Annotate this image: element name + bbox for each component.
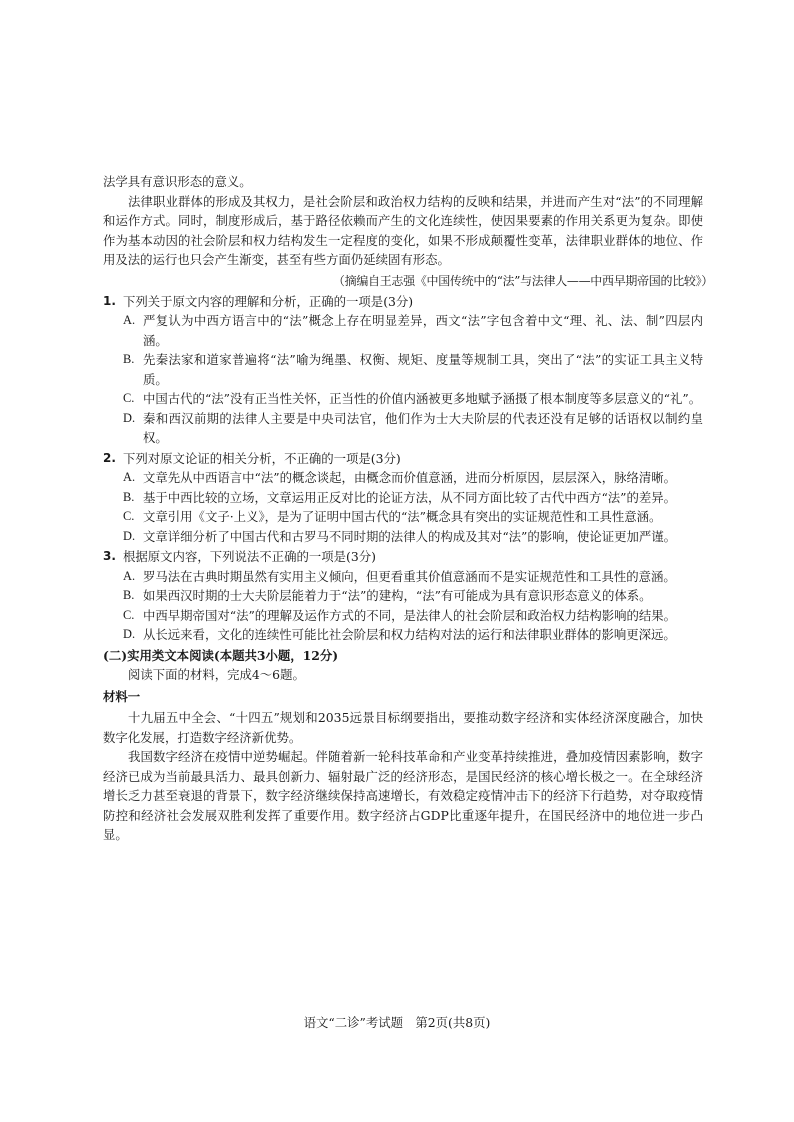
page-footer: 语文“二诊”考试题 第2页(共8页) (303, 1015, 491, 1030)
answer-option (123, 311, 703, 350)
page-content (103, 172, 713, 845)
option-letter: A. (123, 568, 136, 583)
option-letter: C. (123, 509, 135, 523)
material-paragraph: 十九届五中全会、“十四五”规划和2035远景目标纲要指出，要推动数字经济和实体经济深度融合，加快数字化发展，打造数字经济新优势。 (103, 710, 703, 745)
question (103, 292, 703, 312)
option-letter: D. (123, 627, 136, 641)
section-heading: (二)实用类文本阅读(本题共3小题，12分) (103, 647, 339, 663)
option-text: 罗马法在古典时期虽然有实用主义倾向，但更看重其价值意涵而不是实证规范性和工具性的意涵。 (143, 568, 676, 584)
answer-option (123, 409, 703, 448)
answer-option (123, 586, 703, 606)
material-paragraph: 我国数字经济在疫情中逆势崛起。伴随着新一轮科技革命和产业变革持续推进，叠加疫情因素影响，数字经济已成为当前最具活力、最具创新力、辐射最广泛的经济形态，是国民经济的核心增长极之一。在全球经济增长乏力甚至衰退的背景下，数字经济继续保持高速增长，有效稳定疫情冲击下的经济下行趋势，对夺取疫情防控和经济社会发展双胜利发挥了重要作用。数字经济占GDP比重逐年提升，在国民经济中的地位进一步凸显。 (103, 749, 703, 842)
option-text: 中国古代的“法”没有正当性关怀，正当性的价值内涵被更多地赋予涵摄了根本制度等多层意义的“礼”。 (143, 391, 702, 406)
question (103, 547, 703, 567)
option-text: 基于中西比较的立场，文章运用正反对比的论证方法，从不同方面比较了古代中西方“法”的差异。 (143, 489, 677, 505)
answer-option (123, 606, 703, 626)
answer-option (123, 468, 703, 488)
question (103, 449, 703, 469)
question-number: 1. (103, 293, 116, 308)
question-stem: 下列关于原文内容的理解和分析，正确的一项是(3分) (123, 293, 414, 309)
option-text: 从长远来看，文化的连续性可能比社会阶层和权力结构对法的运行和法律职业群体的影响更深远。 (143, 627, 676, 642)
question-stem: 根据原文内容，下列说法不正确的一项是(3分) (123, 549, 376, 564)
option-text: 文章先从中西语言中“法”的概念谈起，由概念而价值意涵，进而分析原因，层层深入，脉络清晰。 (143, 470, 677, 485)
answer-option (123, 527, 703, 547)
option-letter: B. (123, 588, 135, 602)
option-letter: B. (123, 352, 135, 366)
option-letter: B. (123, 489, 135, 504)
option-letter: C. (123, 391, 135, 405)
answer-option (123, 567, 703, 587)
option-text: 如果西汉时期的士大夫阶层能着力于“法”的建构，“法”有可能成为具有意识形态意义的体系。 (143, 588, 652, 603)
option-letter: D. (123, 528, 136, 543)
answer-option (123, 625, 703, 645)
passage-continued-line: 法学具有意识形态的意义。 (103, 174, 252, 189)
section-instruction: 阅读下面的材料，完成4～6题。 (128, 667, 305, 682)
material-label: 材料一 (103, 688, 141, 704)
passage-paragraph: 法律职业群体的形成及其权力，是社会阶层和政治权力结构的反映和结果，并进而产生对“法”的不同理解和运作方式。同时，制度形成后，基于路径依赖而产生的文化连续性，使因果要素的作用关系更为复杂。即使作为基本动因的社会阶层和权力结构发生一定程度的变化，如果不形成颠覆性变革，法律职业群体的地位、作用及法的运行也只会产生渐变，甚至有些方面仍延续固有形态。 (103, 193, 703, 267)
answer-option (123, 350, 703, 389)
option-letter: D. (123, 410, 136, 425)
answer-option (123, 389, 703, 409)
option-text: 文章详细分析了中国古代和古罗马不同时期的法律人的构成及其对“法”的影响，使论证更加严谨。 (143, 528, 677, 544)
question-number: 2. (103, 450, 116, 465)
option-letter: A. (123, 470, 136, 484)
answer-option (123, 488, 703, 508)
option-text: 中西早期帝国对“法”的理解及运作方式的不同，是法律人的社会阶层和政治权力结构影响的结果。 (143, 607, 677, 623)
option-text: 文章引用《文子·上义》，是为了证明中国古代的“法”概念具有突出的实证规范性和工具性意涵。 (143, 509, 662, 524)
option-letter: C. (123, 607, 135, 622)
question-number: 3. (103, 549, 116, 563)
question-list (103, 292, 703, 645)
passage-source: （摘编自王志强《中国传统中的“法”与法律人——中西早期帝国的比较》） (332, 273, 713, 288)
answer-option (123, 507, 703, 527)
question-stem: 下列对原文论证的相关分析，不正确的一项是(3分) (123, 450, 401, 466)
option-text: 先秦法家和道家普遍将“法”喻为绳墨、权衡、规矩、度量等规制工具，突出了“法”的实证工具主义特质。 (143, 352, 703, 387)
option-text: 严复认为中西方语言中的“法”概念上存在明显差异，西文“法”字包含着中文“理、礼、法、制”四层内涵。 (143, 313, 703, 348)
option-letter: A. (123, 313, 136, 327)
option-text: 秦和西汉前期的法律人主要是中央司法官，他们作为士大夫阶层的代表还没有足够的话语权以制约皇权。 (143, 410, 703, 445)
